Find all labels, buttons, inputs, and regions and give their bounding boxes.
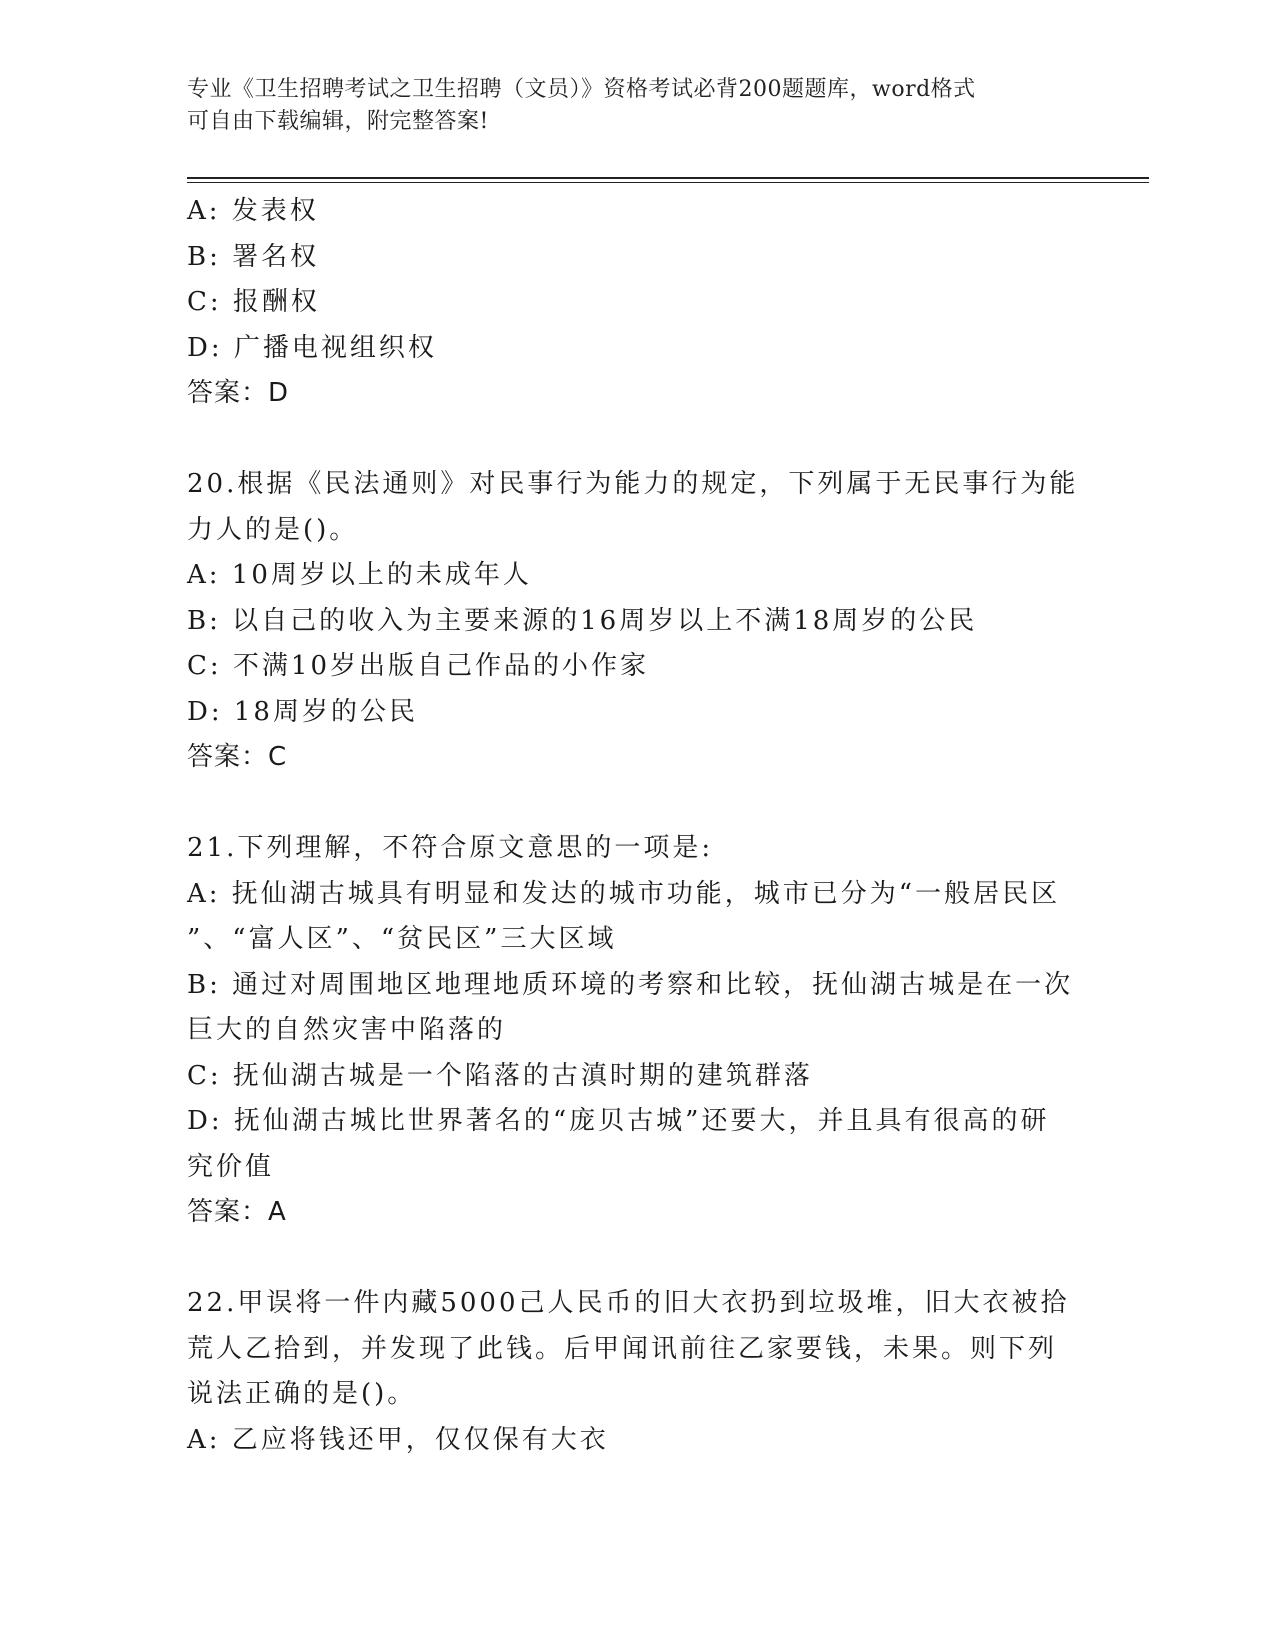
option-a: A: 10周岁以上的未成年人 bbox=[187, 560, 532, 590]
question-21 bbox=[187, 826, 1087, 1236]
option-a-continued: ”、“富人区”、“贫民区”三大区域 bbox=[187, 924, 617, 954]
question-stem-line: 力人的是()。 bbox=[187, 514, 359, 545]
option-b-continued: 巨大的自然灾害中陷落的 bbox=[187, 1015, 507, 1045]
option-d-continued: 究价值 bbox=[187, 1151, 275, 1182]
question-19 bbox=[187, 189, 1087, 417]
question-stem-line: 说法正确的是()。 bbox=[187, 1379, 417, 1409]
question-stem-line: 荒人乙拾到，并发现了此钱。后甲闻讯前往乙家要钱，未果。则下列 bbox=[187, 1333, 1058, 1364]
spacer bbox=[187, 417, 1087, 463]
option-d: D: 抚仙湖古城比世界著名的“庞贝古城”还要大，并且具有很高的研 bbox=[187, 1106, 1050, 1136]
spacer bbox=[187, 1236, 1087, 1282]
option-c: C: 不满10岁出版自己作品的小作家 bbox=[187, 651, 650, 681]
option-d: D: 18周岁的公民 bbox=[187, 696, 418, 727]
option-b: B: 以自己的收入为主要来源的16周岁以上不满18周岁的公民 bbox=[187, 605, 978, 636]
question-stem-line: 22.甲误将一件内藏5000己人民币的旧大衣扔到垃圾堆，旧大衣被拾 bbox=[187, 1288, 1070, 1318]
question-content bbox=[187, 189, 1087, 1463]
question-20 bbox=[187, 462, 1087, 781]
question-stem-line: 21.下列理解，不符合原文意思的一项是: bbox=[187, 833, 714, 863]
answer: 答案：A bbox=[187, 1197, 287, 1227]
option-d: D: 广播电视组织权 bbox=[187, 332, 437, 363]
spacer bbox=[187, 781, 1087, 827]
header-divider-thin bbox=[187, 182, 1149, 183]
option-a: A: 发表权 bbox=[187, 196, 319, 226]
header-line-1: 专业《卫生招聘考试之卫生招聘（文员）》资格考试必背200题题库，word格式 bbox=[187, 77, 976, 102]
document-header bbox=[187, 74, 1067, 138]
option-b: B: 通过对周围地区地理地质环境的考察和比较，抚仙湖古城是在一次 bbox=[187, 969, 1074, 1000]
question-22 bbox=[187, 1281, 1087, 1463]
option-b: B: 署名权 bbox=[187, 241, 320, 272]
option-a: A: 抚仙湖古城具有明显和发达的城市功能，城市已分为“一般居民区 bbox=[187, 878, 1061, 909]
option-c: C: 报酬权 bbox=[187, 287, 320, 317]
answer: 答案：C bbox=[187, 742, 288, 772]
option-c: C: 抚仙湖古城是一个陷落的古滇时期的建筑群落 bbox=[187, 1060, 813, 1091]
option-a: A: 乙应将钱还甲，仅仅保有大衣 bbox=[187, 1424, 609, 1455]
question-stem-line: 20.根据《民法通则》对民事行为能力的规定，下列属于无民事行为能 bbox=[187, 469, 1079, 499]
header-divider-thick bbox=[187, 177, 1149, 179]
answer: 答案：D bbox=[187, 378, 290, 408]
header-line-2: 可自由下载编辑，附完整答案! bbox=[187, 109, 489, 134]
